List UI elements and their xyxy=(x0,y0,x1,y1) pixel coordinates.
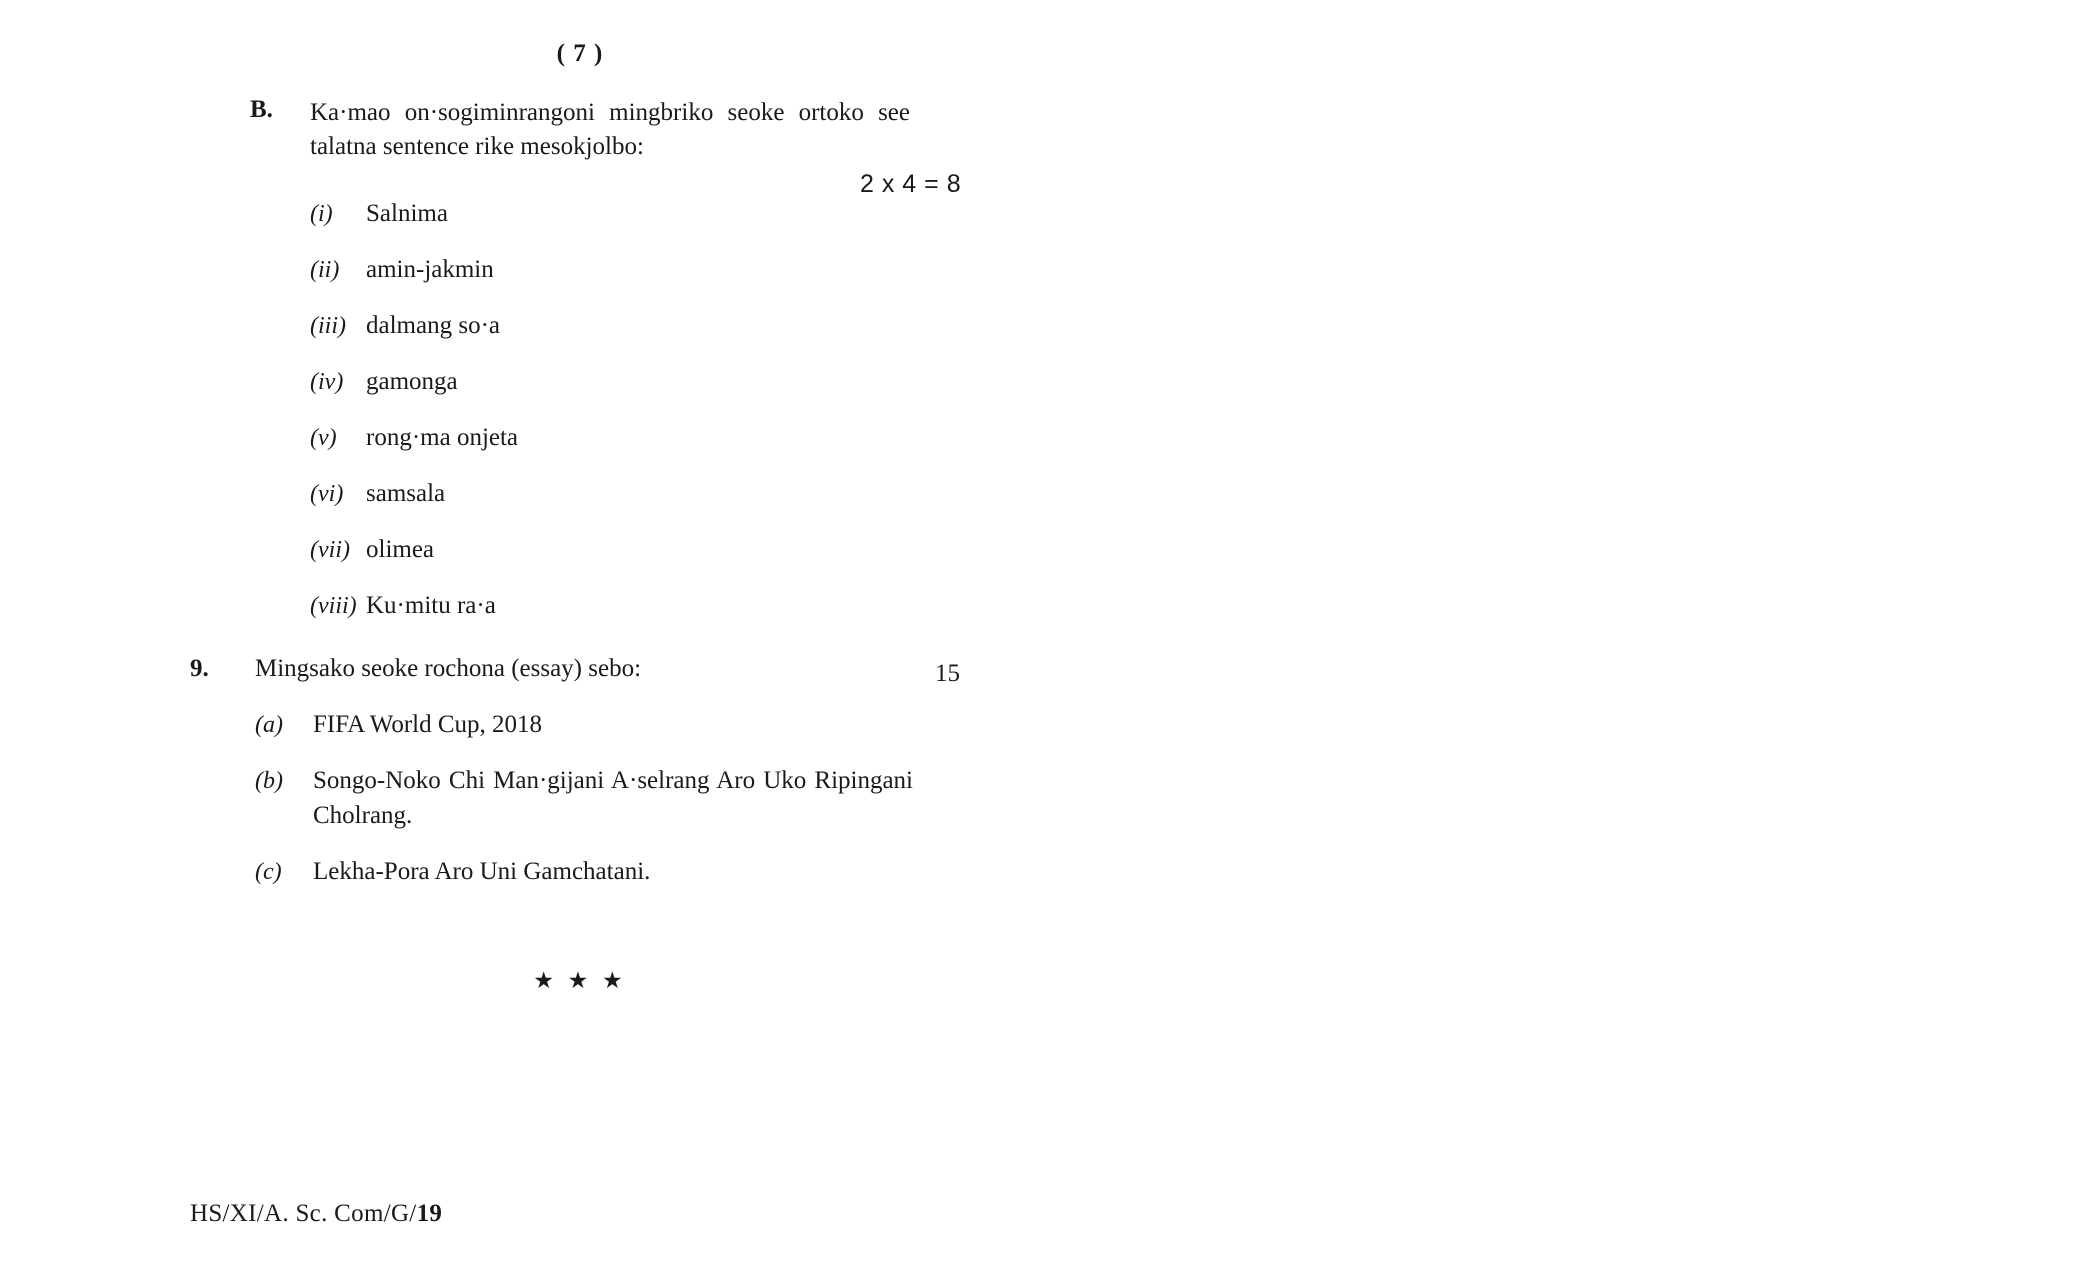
list-item xyxy=(310,480,1010,536)
question-b-marks: 2 x 4 = 8 xyxy=(860,170,962,198)
list-item-text: amin-jakmin xyxy=(366,256,494,283)
list-item-text: rong·ma onjeta xyxy=(366,424,519,451)
list-item-text: Salnima xyxy=(366,200,448,227)
list-item-text: samsala xyxy=(366,480,446,507)
list-item-number: (iii) xyxy=(310,313,346,339)
list-item xyxy=(255,855,935,889)
end-marker: ★ ★ ★ xyxy=(533,968,627,993)
question-9-number: 9. xyxy=(190,655,209,682)
list-item-text: FIFA World Cup, 2018 xyxy=(313,711,543,738)
list-item-text: Songo-Noko Chi Man·gijani A·selrang Aro Uko Ripingani Cholrang. xyxy=(313,767,913,829)
question-9-item-list xyxy=(255,708,935,911)
list-item-number: (vi) xyxy=(310,481,344,507)
question-b-stem: Ka·mao on·sogiminrangoni mingbriko seoke ortoko see talatna sentence rike mesokjolbo: xyxy=(310,99,910,161)
question-b xyxy=(250,96,970,165)
list-item-text: Lekha-Pora Aro Uni Gamchatani. xyxy=(313,857,651,885)
page-number: ( 7 ) xyxy=(556,40,604,67)
list-item xyxy=(255,708,935,742)
list-item-number: (vii) xyxy=(310,537,350,563)
list-item xyxy=(310,368,1010,424)
question-9-stem: Mingsako seoke rochona (essay) sebo: xyxy=(255,655,642,682)
footer-code: HS/XI/A. Sc. Com/G/ xyxy=(190,1200,417,1227)
list-item-number: (viii) xyxy=(310,593,357,619)
question-b-label: B. xyxy=(250,96,273,123)
question-9-marks: 15 xyxy=(935,660,960,687)
list-item xyxy=(310,536,1010,592)
list-item-number: (c) xyxy=(255,858,282,885)
question-b-item-list xyxy=(310,200,1010,648)
list-item xyxy=(310,424,1010,480)
list-item xyxy=(310,200,1010,256)
list-item-text: dalmang so·a xyxy=(366,312,500,339)
list-item-text: olimea xyxy=(366,536,435,563)
list-item-number: (i) xyxy=(310,201,333,227)
list-item xyxy=(255,764,935,833)
list-item-number: (ii) xyxy=(310,257,340,283)
list-item-number: (v) xyxy=(310,425,337,451)
list-item-number: (a) xyxy=(255,712,283,738)
footer xyxy=(190,1200,442,1228)
list-item xyxy=(310,592,1010,648)
list-item-text: gamonga xyxy=(366,368,458,395)
list-item xyxy=(310,256,1010,312)
question-9 xyxy=(190,655,1010,683)
list-item-number: (b) xyxy=(255,768,283,795)
list-item-number: (iv) xyxy=(310,369,344,395)
footer-code-bold: 19 xyxy=(416,1200,443,1227)
list-item-text: Ku·mitu ra·a xyxy=(366,592,496,619)
list-item xyxy=(310,312,1010,368)
